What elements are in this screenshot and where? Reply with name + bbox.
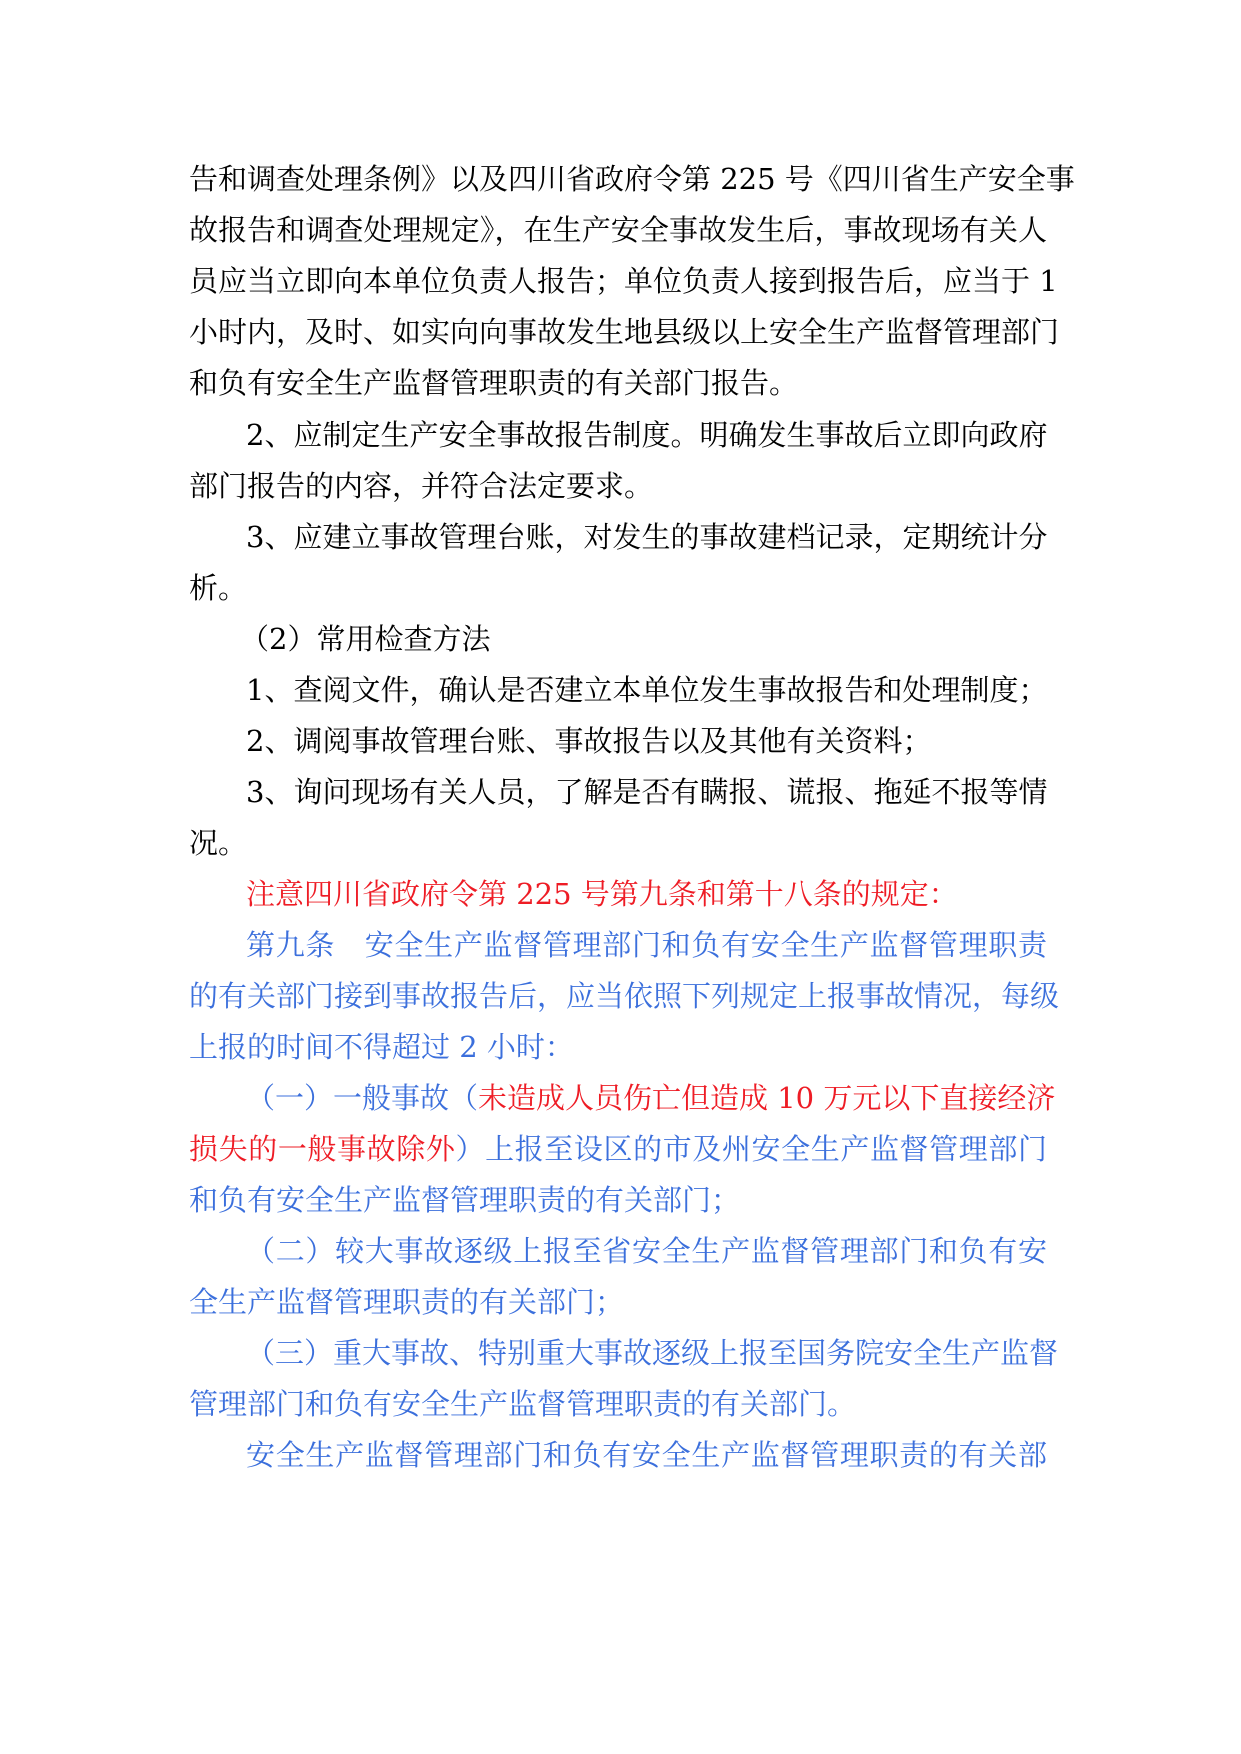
text-line: 3、应建立事故管理台账，对发生的事故建档记录，定期统计分 bbox=[246, 520, 1048, 554]
text-line: 和负有安全生产监督管理职责的有关部门报告。 bbox=[189, 366, 799, 400]
article-text-blue: ）上报至设区的市及州安全生产监督管理部门 bbox=[455, 1132, 1047, 1166]
article-line: （三）重大事故、特别重大事故逐级上报至国务院安全生产监督 bbox=[246, 1336, 1059, 1370]
text-line: 2、调阅事故管理台账、事故报告以及其他有关资料； bbox=[246, 724, 932, 758]
note-line: 注意四川省政府令第 225 号第九条和第十八条的规定： bbox=[246, 877, 958, 911]
article-line: 和负有安全生产监督管理职责的有关部门； bbox=[189, 1183, 741, 1217]
section-heading: （2）常用检查方法 bbox=[240, 622, 491, 656]
article-line bbox=[246, 1081, 1056, 1115]
text-line: 告和调查处理条例》以及四川省政府令第 225 号《四川省生产安全事 bbox=[189, 162, 1075, 196]
article-text-blue: （一）一般事故（ bbox=[246, 1081, 479, 1115]
article-line: 上报的时间不得超过 2 小时： bbox=[189, 1030, 574, 1064]
text-line: 小时内，及时、如实向向事故发生地县级以上安全生产监督管理部门 bbox=[189, 315, 1060, 349]
article-line bbox=[189, 1132, 1047, 1166]
text-line: 员应当立即向本单位负责人报告；单位负责人接到报告后，应当于 1 bbox=[189, 264, 1058, 298]
article-text-red: 损失的一般事故除外 bbox=[189, 1132, 456, 1166]
text-line: 析。 bbox=[189, 571, 248, 605]
text-line: 3、询问现场有关人员，了解是否有瞒报、谎报、拖延不报等情 bbox=[246, 775, 1048, 809]
article-line: （二）较大事故逐级上报至省安全生产监督管理部门和负有安 bbox=[246, 1234, 1047, 1268]
text-line: 2、应制定生产安全事故报告制度。明确发生事故后立即向政府 bbox=[246, 418, 1048, 452]
article-text-red: 未造成人员伤亡但造成 10 万元以下直接经济 bbox=[478, 1081, 1056, 1115]
article-line: 全生产监督管理职责的有关部门； bbox=[189, 1285, 625, 1319]
article-line: 安全生产监督管理部门和负有安全生产监督管理职责的有关部 bbox=[246, 1438, 1047, 1472]
text-line: 故报告和调查处理规定》，在生产安全事故发生后，事故现场有关人 bbox=[189, 213, 1047, 247]
text-line: 部门报告的内容，并符合法定要求。 bbox=[189, 469, 654, 503]
text-line: 况。 bbox=[189, 826, 248, 860]
article-line: 管理部门和负有安全生产监督管理职责的有关部门。 bbox=[189, 1387, 857, 1421]
article-line: 的有关部门接到事故报告后，应当依照下列规定上报事故情况，每级 bbox=[189, 979, 1060, 1013]
article-line: 第九条 安全生产监督管理部门和负有安全生产监督管理职责 bbox=[246, 928, 1047, 962]
text-line: 1、查阅文件，确认是否建立本单位发生事故报告和处理制度； bbox=[246, 673, 1048, 707]
